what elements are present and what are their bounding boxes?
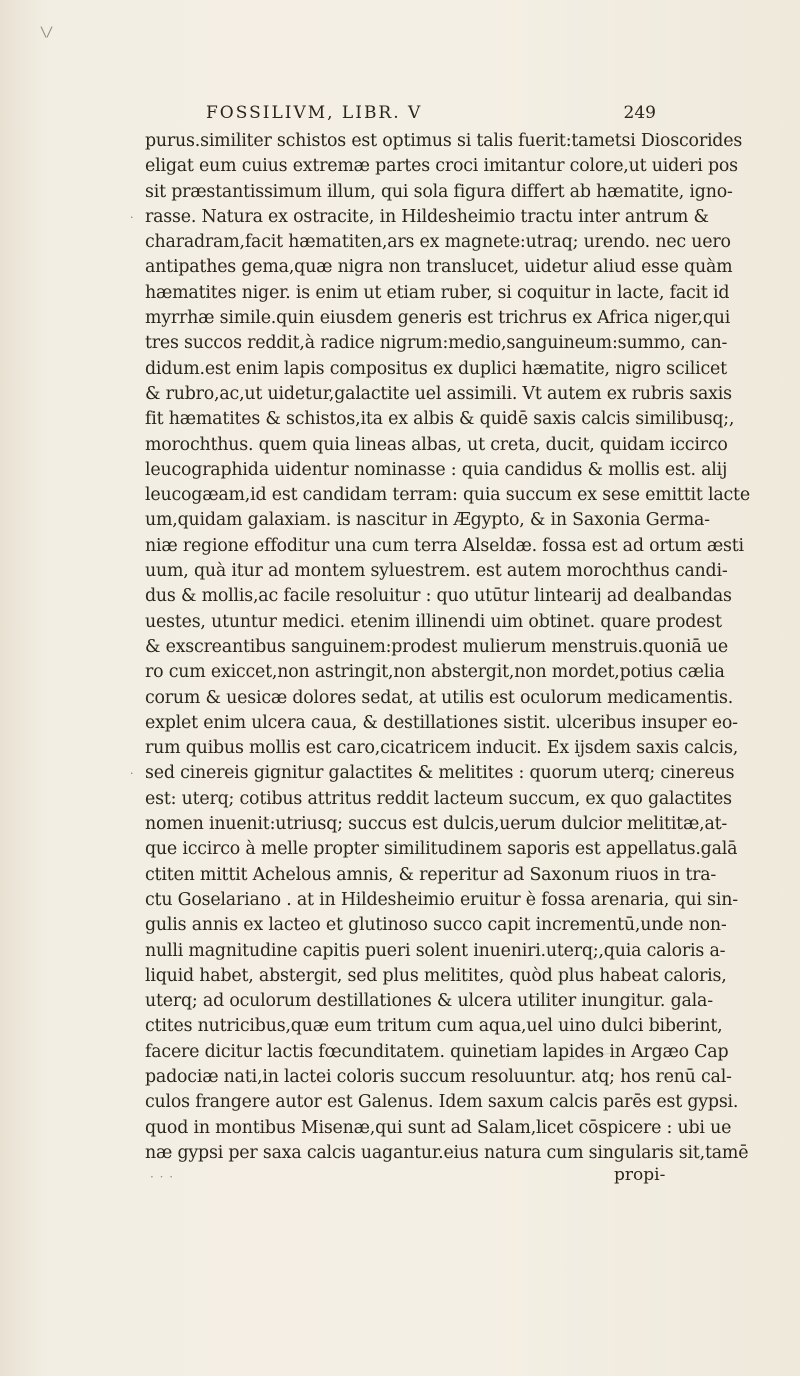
text-line: sit præstantissimum illum, qui sola figura differt ab hæmatite, igno- xyxy=(145,181,733,202)
text-line: ctites nutricibus,quæ eum tritum cum aqua,uel uino dulci biberint, xyxy=(145,1016,723,1037)
catchword: propi- xyxy=(614,1165,666,1185)
text-line: est: uterq; cotibus attritus reddit lacteum succum, ex quo galactites xyxy=(145,788,732,809)
text-line: ro cum exiccet,non astringit,non abstergit,non mordet,potius cælia xyxy=(145,662,725,683)
text-line: culos frangere autor est Galenus. Idem saxum calcis parēs est gypsi. xyxy=(145,1092,739,1113)
text-line: & exscreantibus sanguinem:prodest mulierum menstruis.quoniā ue xyxy=(145,636,728,657)
text-line: explet enim ulcera caua, & destillationes sistit. ulceribus insuper eo- xyxy=(145,712,738,733)
text-line: hæmatites niger. is enim ut etiam ruber, si coquitur in lacte, facit id xyxy=(145,282,730,303)
margin-dot: · xyxy=(130,211,134,224)
text-line: ctu Goselariano . at in Hildesheimio eruitur è fossa arenaria, qui sin- xyxy=(145,889,738,910)
text-line: rasse. Natura ex ostracite, in Hildesheimio tractu inter antrum & xyxy=(145,206,709,227)
text-line: tres succos reddit,à radice nigrum:medio,sanguineum:summo, can- xyxy=(145,333,728,354)
text-line: & rubro,ac,ut uidetur,galactite uel assimili. Vt autem ex rubris saxis xyxy=(145,383,732,404)
text-line: facere dicitur lactis fœcunditatem. quinetiam lapides in Argæo Cap xyxy=(145,1041,729,1062)
text-line: que iccirco à melle propter similitudinem saporis est appellatus.galā xyxy=(145,839,738,860)
corner-pencil-mark xyxy=(40,26,54,38)
text-line: uum, quà itur ad montem syluestrem. est autem morochthus candi- xyxy=(145,561,728,582)
text-line: sed cinereis gignitur galactites & melitites : quorum uterq; cinereus xyxy=(145,763,735,784)
text-line: dus & mollis,ac facile resoluitur : quo utūtur lintearij ad dealbandas xyxy=(145,586,732,607)
running-title: FOSSILIVM, LIBR. V xyxy=(206,103,423,123)
text-line: rum quibus mollis est caro,cicatricem inducit. Ex ijsdem saxis calcis, xyxy=(145,738,739,759)
text-line: didum.est enim lapis compositus ex duplici hæmatite, nigro scilicet xyxy=(145,358,727,379)
text-line: uestes, utuntur medici. etenim illinendi uim obtinet. quare prodest xyxy=(145,611,722,632)
text-line: leucographida uidentur nominasse : quia candidus & mollis est. alij xyxy=(145,459,728,480)
text-line: fit hæmatites & schistos,ita ex albis & quidē saxis calcis similibusq;, xyxy=(145,409,735,430)
text-line: liquid habet, abstergit, sed plus melitites, quòd plus habeat caloris, xyxy=(145,965,727,986)
text-line: um,quidam galaxiam. is nascitur in Ægypto, & in Saxonia Germa- xyxy=(145,510,710,531)
text-line: eligat eum cuius extremæ partes croci imitantur colore,ut uideri pos xyxy=(145,156,738,177)
text-line: nomen inuenit:utriusq; succus est dulcis,uerum dulcior melititæ,at- xyxy=(145,814,728,835)
text-line: gulis annis ex lacteo et glutinoso succo capit incrementū,unde non- xyxy=(145,915,727,936)
text-line: charadram,facit hæmatiten,ars ex magnete:utraq; urendo. nec uero xyxy=(145,232,731,253)
text-line: quod in montibus Misenæ,qui sunt ad Salam,licet cōspicere : ubi ue xyxy=(145,1117,732,1138)
page-number: 249 xyxy=(623,103,656,123)
body-text xyxy=(145,129,750,1166)
text-line: næ gypsi per saxa calcis uagantur.eius natura cum singularis sit,tamē xyxy=(145,1142,749,1163)
text-line: leucogæam,id est candidam terram: quia succum ex sese emittit lacte xyxy=(145,485,750,506)
text-line: antipathes gema,quæ nigra non translucet, uidetur aliud esse quàm xyxy=(145,257,733,278)
text-line: uterq; ad oculorum destillationes & ulcera utiliter inungitur. gala- xyxy=(145,991,713,1012)
text-line: myrrhæ simile.quin eiusdem generis est trichrus ex Africa niger,qui xyxy=(145,308,731,329)
text-line: purus.similiter schistos est optimus si talis fuerit:tametsi Dioscorides xyxy=(145,131,743,151)
text-line: corum & uesicæ dolores sedat, at utilis est oculorum medicamentis. xyxy=(145,687,734,708)
text-line: niæ regione effoditur una cum terra Alseldæ. fossa est ad ortum æsti xyxy=(145,535,744,556)
text-line: morochthus. quem quia lineas albas, ut creta, ducit, quidam iccirco xyxy=(145,434,728,455)
text-line: padociæ nati,in lactei coloris succum resoluuntur. atq; hos renū cal- xyxy=(145,1066,732,1087)
signature-mark: · · · xyxy=(150,1170,175,1184)
text-line: nulli magnitudine capitis pueri solent inueniri.uterq;,quia caloris a- xyxy=(145,940,726,961)
margin-dot: · xyxy=(130,767,134,780)
running-head xyxy=(206,103,656,125)
text-line: ctiten mittit Achelous amnis, & reperitur ad Saxonum riuos in tra- xyxy=(145,864,717,885)
